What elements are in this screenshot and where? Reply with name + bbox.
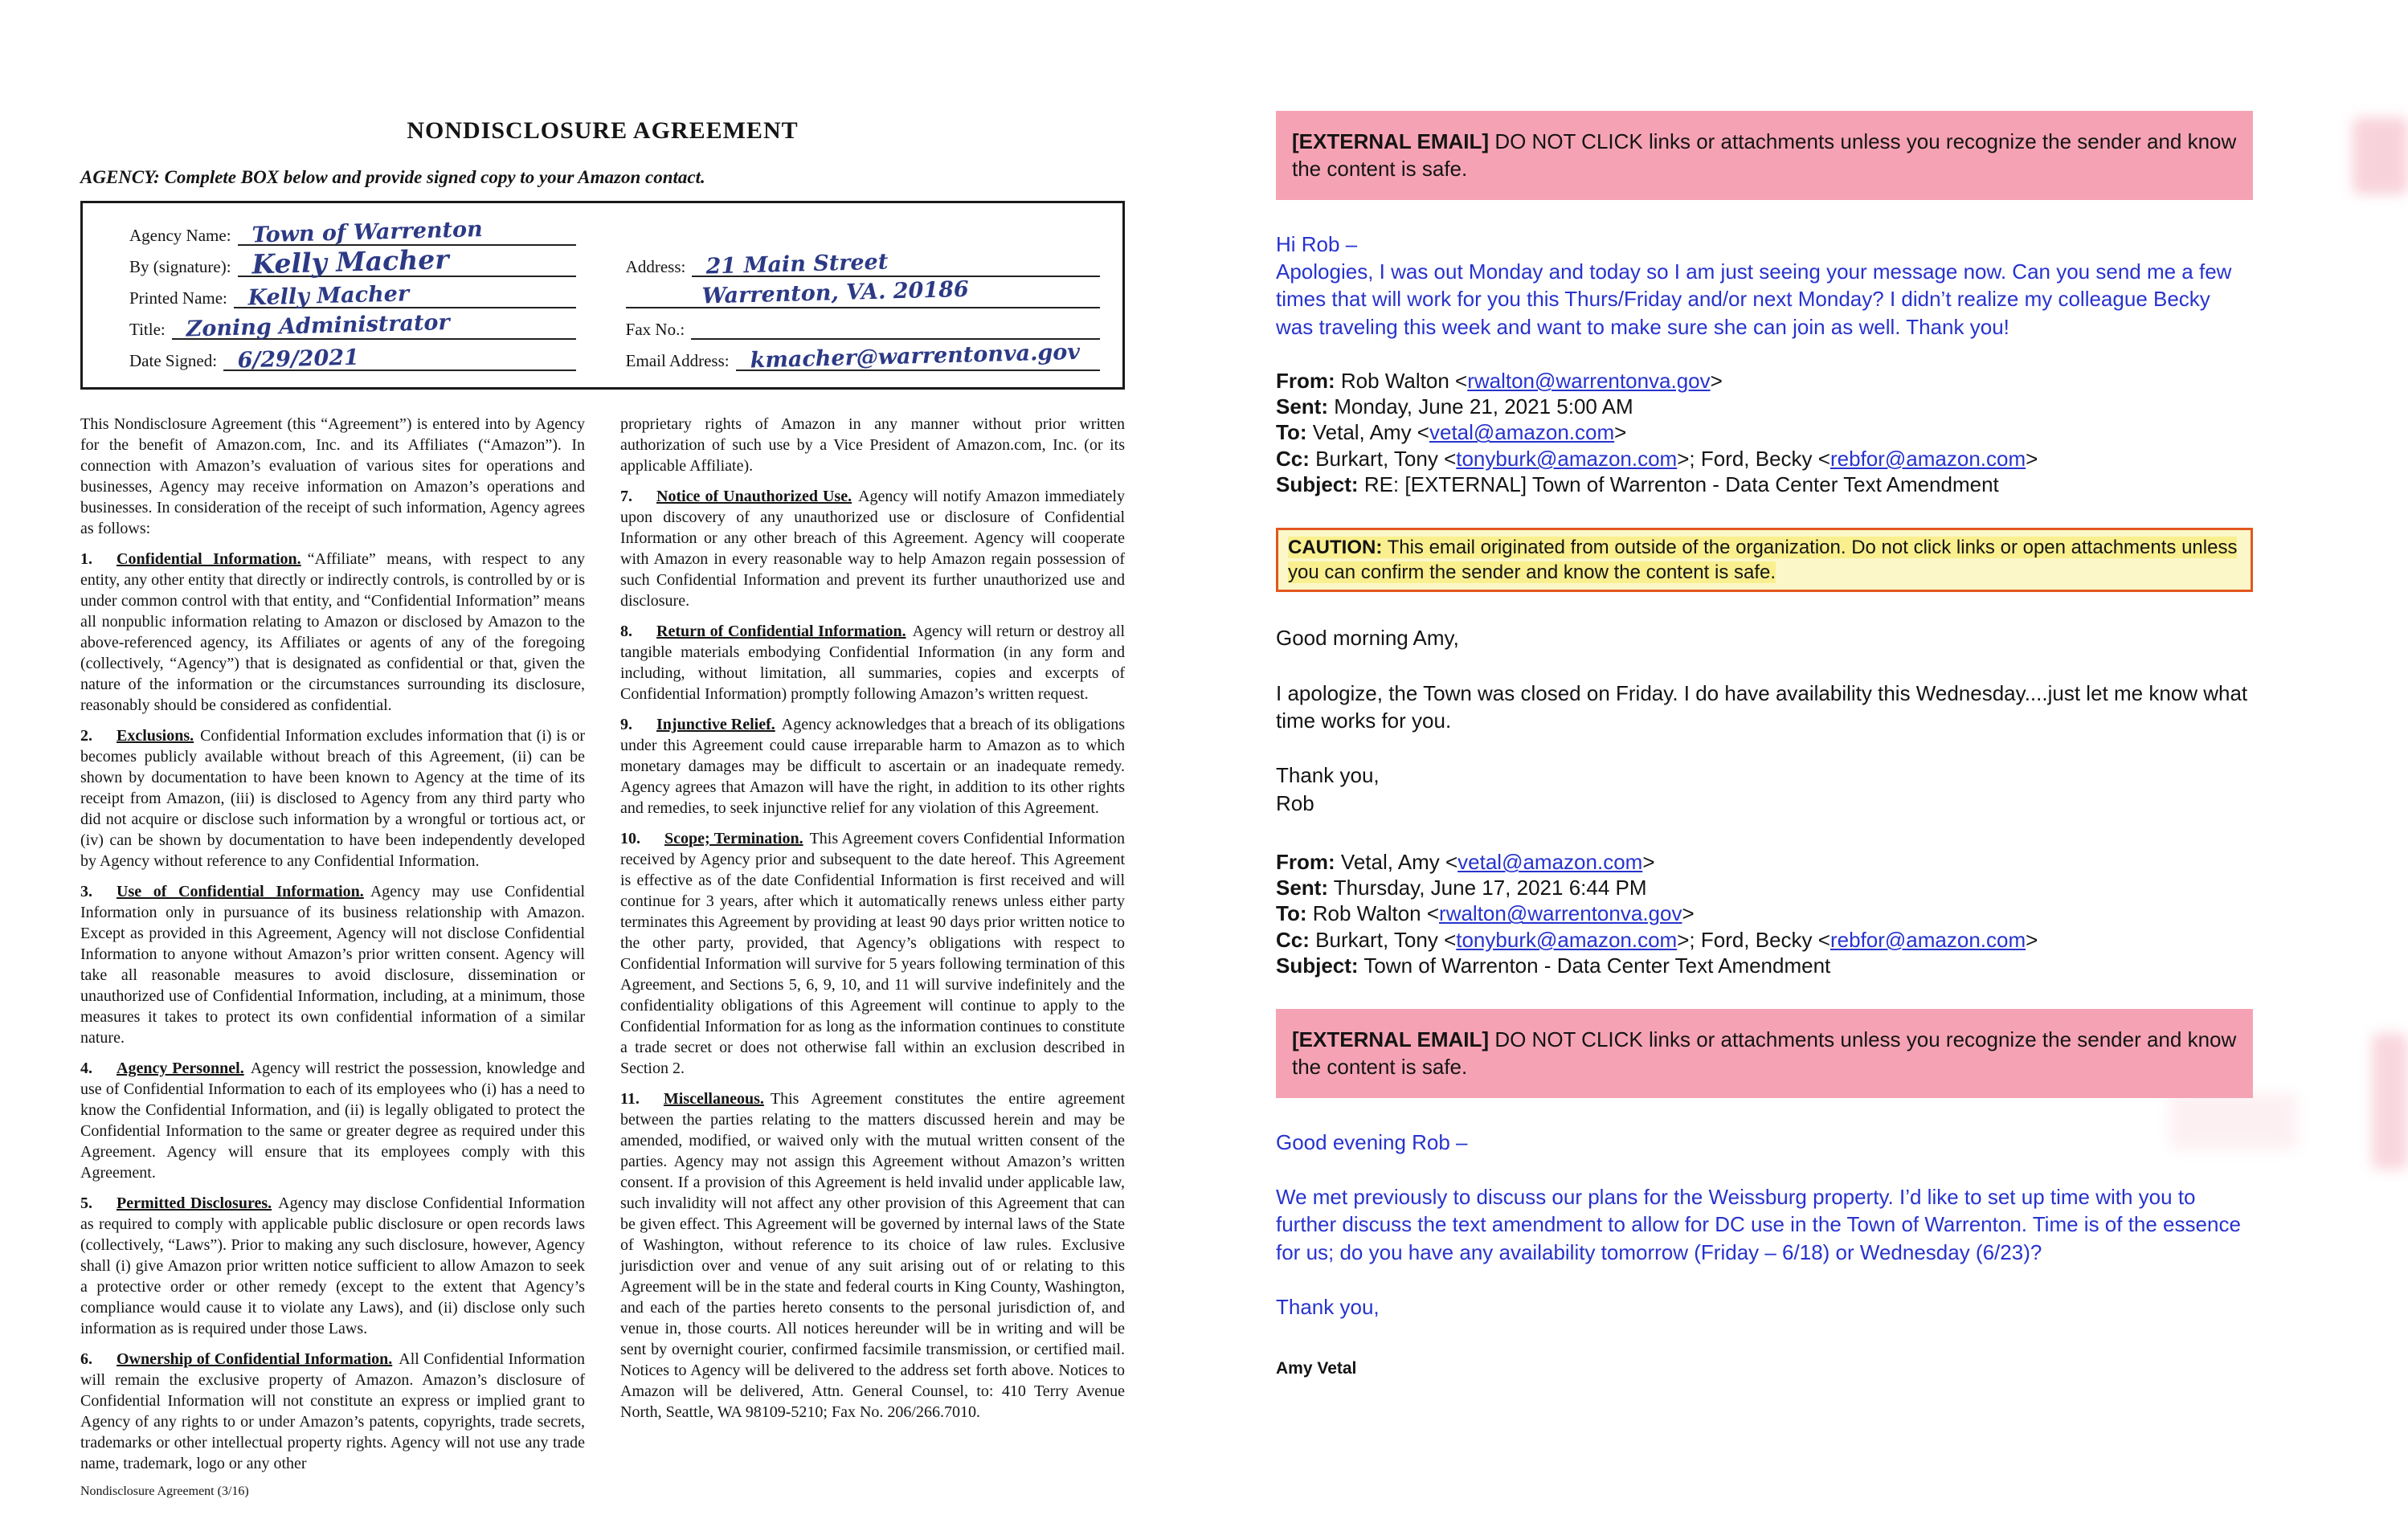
section-heading: Confidential Information. bbox=[117, 550, 301, 568]
section-text: Confidential Information excludes information that (i) is or becomes publicly available without breach of this Agreement, (ii) can be shown by documentation to have been known to Agency at the time of its receipt from Amazon, (iii) is disclosed to Agency from any third party who did not acquire or disclose such information by a wrongful or tortious act, or (iv) can be shown by documentation to have been independently developed by Agency without reference to any Confidential Information. bbox=[80, 727, 585, 870]
section-text: Agency will return or destroy all tangible materials embodying Confidential Information (in any form and including, without limitation, all summaries, copies and excerpts of Confidential Information) promptly following Amazon’s written request. bbox=[620, 623, 1126, 703]
section-heading: Ownership of Confidential Information. bbox=[117, 1350, 393, 1368]
form-field-printed-name bbox=[129, 277, 576, 311]
field-label: Agency Name: bbox=[129, 226, 231, 245]
external-email-tag: [EXTERNAL EMAIL] bbox=[1292, 129, 1490, 153]
form-line bbox=[691, 307, 1100, 340]
form-line bbox=[626, 276, 1100, 308]
nda-section-1 bbox=[80, 549, 585, 716]
bleedthrough-artifact bbox=[2372, 1033, 2408, 1170]
header-from: From: Rob Walton <rwalton@warrentonva.gov> bbox=[1276, 368, 1723, 393]
nda-section-8 bbox=[620, 621, 1125, 704]
email-headers-2 bbox=[1276, 849, 2253, 978]
section-text: All Confidential Information will remain the exclusive property of Amazon. Amazon’s disclosure of Confidential Information will not constitute an express or implied grant to Agency of any rights to or under Amazon’s patents, copyrights, trade secrets, trademarks or other intellectual property rights. Agency will not use any trade name, trademark, logo or any other bbox=[80, 1350, 585, 1472]
section-text: This Agreement constitutes the entire agreement between the parties relating to the matters discussed herein and may be amended, modified, or waived only with the mutual written consent of the parties. Agency may not assign this Agreement without Amazon’s written consent. If a provision of this Agreement is held invalid under applicable law, such invalidity will not affect any other provision of this Agreement that can be given effect. This Agreement will be governed by internal laws of the State of Washington, without reference to its choice of law rules. Exclusive jurisdiction over and venue of any suit arising out of or relating to this Agreement will be in the state and federal courts in King County, Washington, and each of the parties hereto consents to the personal jurisdiction of, and venue in, those courts. All notices hereunder will be in writing and will be sent by overnight courier, confirmed facsimile transmission, or certified mail. Notices to Agency will be delivered to the address set forth above. Notices to Amazon will be delivered, Attn. General Counsel, to: 410 Terry Avenue North, Seattle, WA 98109-5210; Fax No. 206/266.7010. bbox=[620, 1090, 1125, 1421]
section-heading: Use of Confidential Information. bbox=[117, 883, 364, 900]
caution-banner bbox=[1276, 528, 2253, 592]
form-field-date-signed bbox=[129, 340, 576, 374]
nda-section-9 bbox=[620, 714, 1125, 819]
section-text: This Agreement covers Confidential Information received by Agency prior and subsequent to the date hereof. This Agreement is effective as of the date Confidential Information is first received and will continue for 3 years, after which it automatically renews unless either party terminates this Agreement by providing at least 90 days prior written notice to the other party, provided, that Agency’s obligations with respect to Confidential Information will survive for 5 years following termination of this Agreement, and Sections 5, 6, 9, 10, and 11 will survive indefinitely and the confidentiality obligations of this Agreement will continue to apply to the Confidential Information for as long as the information continues to constitute a trade secret or does not otherwise fall within an exclusion described in Section 2. bbox=[620, 830, 1125, 1077]
amy-reply-message bbox=[1276, 231, 2253, 341]
header-cc: Cc: Burkart, Tony <tonyburk@amazon.com>; Ford, Becky <rebfor@amazon.com> bbox=[1276, 927, 2038, 952]
section-heading: Scope; Termination. bbox=[664, 830, 803, 847]
nda-body bbox=[80, 414, 1125, 1501]
closing: Thank you, bbox=[1276, 763, 1380, 788]
form-line bbox=[238, 213, 576, 246]
external-email-text: DO NOT CLICK links or attachments unless you recognize the sender and know the content is safe. bbox=[1292, 129, 2237, 182]
form-line bbox=[692, 244, 1100, 280]
section-heading: Miscellaneous. bbox=[663, 1090, 764, 1108]
nda-continuation-paragraph: proprietary rights of Amazon in any manner without prior written authorization of such use by a Vice President of Amazon.com, Inc. (or its applicable Affiliate). bbox=[620, 415, 1125, 475]
email-link-tonyburk[interactable]: tonyburk@amazon.com bbox=[1456, 927, 1678, 952]
amy-original-message bbox=[1276, 1129, 2253, 1321]
closing: Thank you, bbox=[1276, 1295, 1380, 1320]
agency-instruction: AGENCY: Complete BOX below and provide signed copy to your Amazon contact. bbox=[80, 167, 705, 187]
section-heading: Agency Personnel. bbox=[117, 1060, 244, 1077]
greeting: Good morning Amy, bbox=[1276, 626, 1459, 651]
section-text: “Affiliate” means, with respect to any entity, any other entity that directly or indirectly controls, is controlled by or is under common control with that entity, and “Confidential Information” means all nonpublic information relating to Amazon or disclosed by Amazon to the above-referenced agency, its Affiliates or agents of any of the foregoing (collectively, “Agency”) that is designated as confidential or that, given the nature of the information or the circumstances surrounding its disclosure, reasonably should be considered as confidential. bbox=[80, 550, 586, 714]
form-field-title bbox=[129, 308, 576, 340]
nda-section-2 bbox=[80, 725, 585, 872]
header-from: From: Vetal, Amy <vetal@amazon.com> bbox=[1276, 849, 1655, 874]
email-link-rebfor[interactable]: rebfor@amazon.com bbox=[1830, 927, 2026, 952]
field-label: Fax No.: bbox=[625, 320, 685, 339]
email-link-rwalton[interactable]: rwalton@warrentonva.gov bbox=[1439, 901, 1682, 926]
field-label: Title: bbox=[129, 320, 166, 339]
form-field-agency-name bbox=[129, 214, 576, 246]
nda-column-2 bbox=[620, 414, 1125, 1501]
email-link-vetal[interactable]: vetal@amazon.com bbox=[1429, 420, 1615, 445]
nda-section-4 bbox=[80, 1058, 585, 1183]
external-email-tag: [EXTERNAL EMAIL] bbox=[1292, 1027, 1490, 1052]
form-field-address bbox=[625, 246, 1100, 280]
form-field-by-signature bbox=[129, 243, 576, 280]
email-headers-1 bbox=[1276, 368, 2253, 497]
email-link-tonyburk[interactable]: tonyburk@amazon.com bbox=[1456, 446, 1678, 471]
field-label: Email Address: bbox=[625, 351, 730, 370]
header-sent: Sent: Monday, June 21, 2021 5:00 AM bbox=[1276, 394, 1633, 419]
section-number: 9. bbox=[620, 716, 632, 733]
form-column-left bbox=[129, 214, 576, 374]
greeting: Hi Rob – bbox=[1276, 231, 1358, 256]
header-to: To: Rob Walton <rwalton@warrentonva.gov> bbox=[1276, 901, 1695, 926]
section-text: Agency will restrict the possession, knowledge and use of Confidential Information to each of its employees who (i) has a need to know the Confidential Information, and (ii) is legally obligated to protect the Confidential Information to the same or greater degree as required under this Agreement. Agency will ensure that its employees comply with this Agreement. bbox=[80, 1060, 586, 1182]
nda-column-1 bbox=[80, 414, 585, 1501]
header-subject: Subject: RE: [EXTERNAL] Town of Warrenton - Data Center Text Amendment bbox=[1276, 472, 1999, 496]
caution-text: This email originated from outside of the organization. Do not click links or open attachments unless you can confirm the sender and know the content is safe. bbox=[1288, 537, 2238, 584]
handwritten-email: kmacher@warrentonva.gov bbox=[749, 339, 1080, 374]
handwritten-signature: Kelly Macher bbox=[251, 243, 449, 280]
section-number: 6. bbox=[80, 1350, 92, 1368]
email-link-rebfor[interactable]: rebfor@amazon.com bbox=[1830, 446, 2026, 471]
section-number: 8. bbox=[620, 623, 632, 640]
section-heading: Injunctive Relief. bbox=[656, 716, 775, 733]
handwritten-agency-name: Town of Warrenton bbox=[251, 217, 483, 248]
section-text: Agency may use Confidential Information only in pursuance of its business relationship with Amazon. Except as provided in this Agreement, Agency will not disclose Confidential Information to anyone without Amazon’s prior written consent. Agency will take all reasonable measures to avoid disclosure, dissemination or unauthorized use of Confidential Information, including, at a minimum, those measures it takes to protect its own confidential information of a similar nature. bbox=[80, 883, 585, 1047]
section-text: Agency acknowledges that a breach of its obligations under this Agreement could cause irreparable harm to Amazon as to which monetary damages may be difficult to ascertain or an inadequate remedy. Agency agrees that Amazon will have the right, in addition to its other rights and remedies, to seek injunctive relief for any violation of this Agreement. bbox=[620, 716, 1125, 817]
rob-reply-message bbox=[1276, 624, 2253, 817]
form-line bbox=[172, 307, 576, 340]
section-text: Agency may disclose Confidential Information as required to comply with applicable public disclosure or open records laws (collectively, “Laws”). Prior to making any such disclosure, however, Agency shall (i) give Amazon prior written notice sufficient to allow Amazon to seek a protective order or other remedy (except to the extent that Agency’s compliance would cause it to violate any Laws), and (ii) disclose only such information as is required under those Laws. bbox=[80, 1194, 586, 1337]
form-line bbox=[223, 338, 576, 374]
section-number: 1. bbox=[80, 550, 92, 568]
header-cc: Cc: Burkart, Tony <tonyburk@amazon.com>; Ford, Becky <rebfor@amazon.com> bbox=[1276, 446, 2038, 471]
section-number: 4. bbox=[80, 1060, 92, 1077]
caution-tag: CAUTION: bbox=[1288, 537, 1383, 559]
email-thread bbox=[1276, 111, 2253, 1380]
nda-section-10 bbox=[620, 828, 1125, 1079]
section-heading: Return of Confidential Information. bbox=[656, 623, 906, 640]
message-body: We met previously to discuss our plans for the Weissburg property. I’d like to set up time with you to further discuss the text amendment to allow for DC use in the Town of Warrenton. Time is of the essence for us; do you have any availability tomorrow (Friday – 6/18) or Wednesday (6/23)? bbox=[1276, 1185, 2241, 1264]
section-heading: Notice of Unauthorized Use. bbox=[656, 488, 852, 505]
field-label: Address: bbox=[625, 257, 686, 276]
email-link-rwalton[interactable]: rwalton@warrentonva.gov bbox=[1467, 368, 1711, 393]
nda-section-5 bbox=[80, 1193, 585, 1339]
external-email-banner-2 bbox=[1276, 1009, 2253, 1098]
external-email-banner bbox=[1276, 111, 2253, 200]
header-sent: Sent: Thursday, June 17, 2021 6:44 PM bbox=[1276, 876, 1647, 900]
nda-title: NONDISCLOSURE AGREEMENT bbox=[407, 117, 799, 144]
handwritten-date: 6/29/2021 bbox=[237, 345, 360, 374]
nda-section-7 bbox=[620, 486, 1125, 611]
section-heading: Exclusions. bbox=[117, 727, 194, 745]
caution-highlight bbox=[1288, 537, 2237, 583]
field-label: Printed Name: bbox=[129, 288, 227, 308]
field-label: Date Signed: bbox=[129, 351, 218, 370]
form-line bbox=[234, 276, 576, 311]
bleedthrough-artifact bbox=[2169, 1092, 2298, 1150]
nda-section-3 bbox=[80, 881, 585, 1048]
external-email-text: DO NOT CLICK links or attachments unless you recognize the sender and know the content is safe. bbox=[1292, 1027, 2237, 1080]
signature-name: Amy Vetal bbox=[1276, 1359, 1357, 1378]
email-link-vetal[interactable]: vetal@amazon.com bbox=[1457, 849, 1643, 874]
header-subject: Subject: Town of Warrenton - Data Center Text Amendment bbox=[1276, 953, 1831, 978]
section-heading: Permitted Disclosures. bbox=[117, 1194, 272, 1212]
greeting: Good evening Rob – bbox=[1276, 1129, 1468, 1154]
form-field-email-address bbox=[625, 339, 1100, 374]
form-line bbox=[736, 338, 1100, 374]
message-body: Apologies, I was out Monday and today so I am just seeing your message now. Can you send me a few times that will work for you this Thurs/Friday and/or next Monday? I didn’t realize my colleague Becky was traveling this week and want to make sure she can join as well. Thank you! bbox=[1276, 259, 2232, 339]
nda-section-11 bbox=[620, 1088, 1125, 1423]
nda-intro-paragraph: This Nondisclosure Agreement (this “Agreement”) is entered into by Agency for the benefit of Amazon.com, Inc. and its Affiliates (“Amazon”). In connection with Amazon’s evaluation of various sites for operations and businesses, Agency may receive information on Amazon’s operations and businesses. In consideration of the receipt of such information, Agency agrees as follows: bbox=[80, 415, 585, 537]
agency-form-box bbox=[80, 201, 1125, 390]
section-number: 10. bbox=[620, 830, 640, 847]
handwritten-address-1: 21 Main Street bbox=[705, 249, 889, 280]
section-number: 11. bbox=[620, 1090, 640, 1108]
nda-section-6 bbox=[80, 1349, 585, 1474]
bleedthrough-artifact bbox=[2353, 117, 2408, 194]
header-to: To: Vetal, Amy <vetal@amazon.com> bbox=[1276, 420, 1627, 445]
nda-document bbox=[80, 117, 1125, 1501]
nda-footer: Nondisclosure Agreement (3/16) bbox=[80, 1484, 249, 1498]
handwritten-address-2: Warrenton, VA. 20186 bbox=[701, 276, 969, 309]
form-field-fax bbox=[626, 308, 1100, 340]
section-number: 7. bbox=[620, 488, 632, 505]
handwritten-printed-name: Kelly Macher bbox=[247, 281, 410, 311]
form-column-right bbox=[576, 246, 1100, 374]
section-number: 2. bbox=[80, 727, 92, 745]
form-field-address-2 bbox=[626, 277, 1100, 308]
handwritten-title: Zoning Administrator bbox=[185, 309, 450, 342]
section-number: 5. bbox=[80, 1194, 92, 1212]
field-label: By (signature): bbox=[129, 257, 231, 276]
section-number: 3. bbox=[80, 883, 92, 900]
section-text: Agency will notify Amazon immediately upon discovery of any unauthorized use or disclosure of Confidential Information or any other breach of this Agreement. Agency will cooperate with Amazon in every reasonable way to help Amazon regain possession of such Confidential Information and prevent its further unauthorized use and disclosure. bbox=[620, 488, 1125, 610]
sender-name: Rob bbox=[1276, 790, 1314, 815]
message-body: I apologize, the Town was closed on Friday. I do have availability this Wednesday....just let me know what time works for you. bbox=[1276, 680, 2248, 733]
signature-line bbox=[238, 243, 576, 280]
